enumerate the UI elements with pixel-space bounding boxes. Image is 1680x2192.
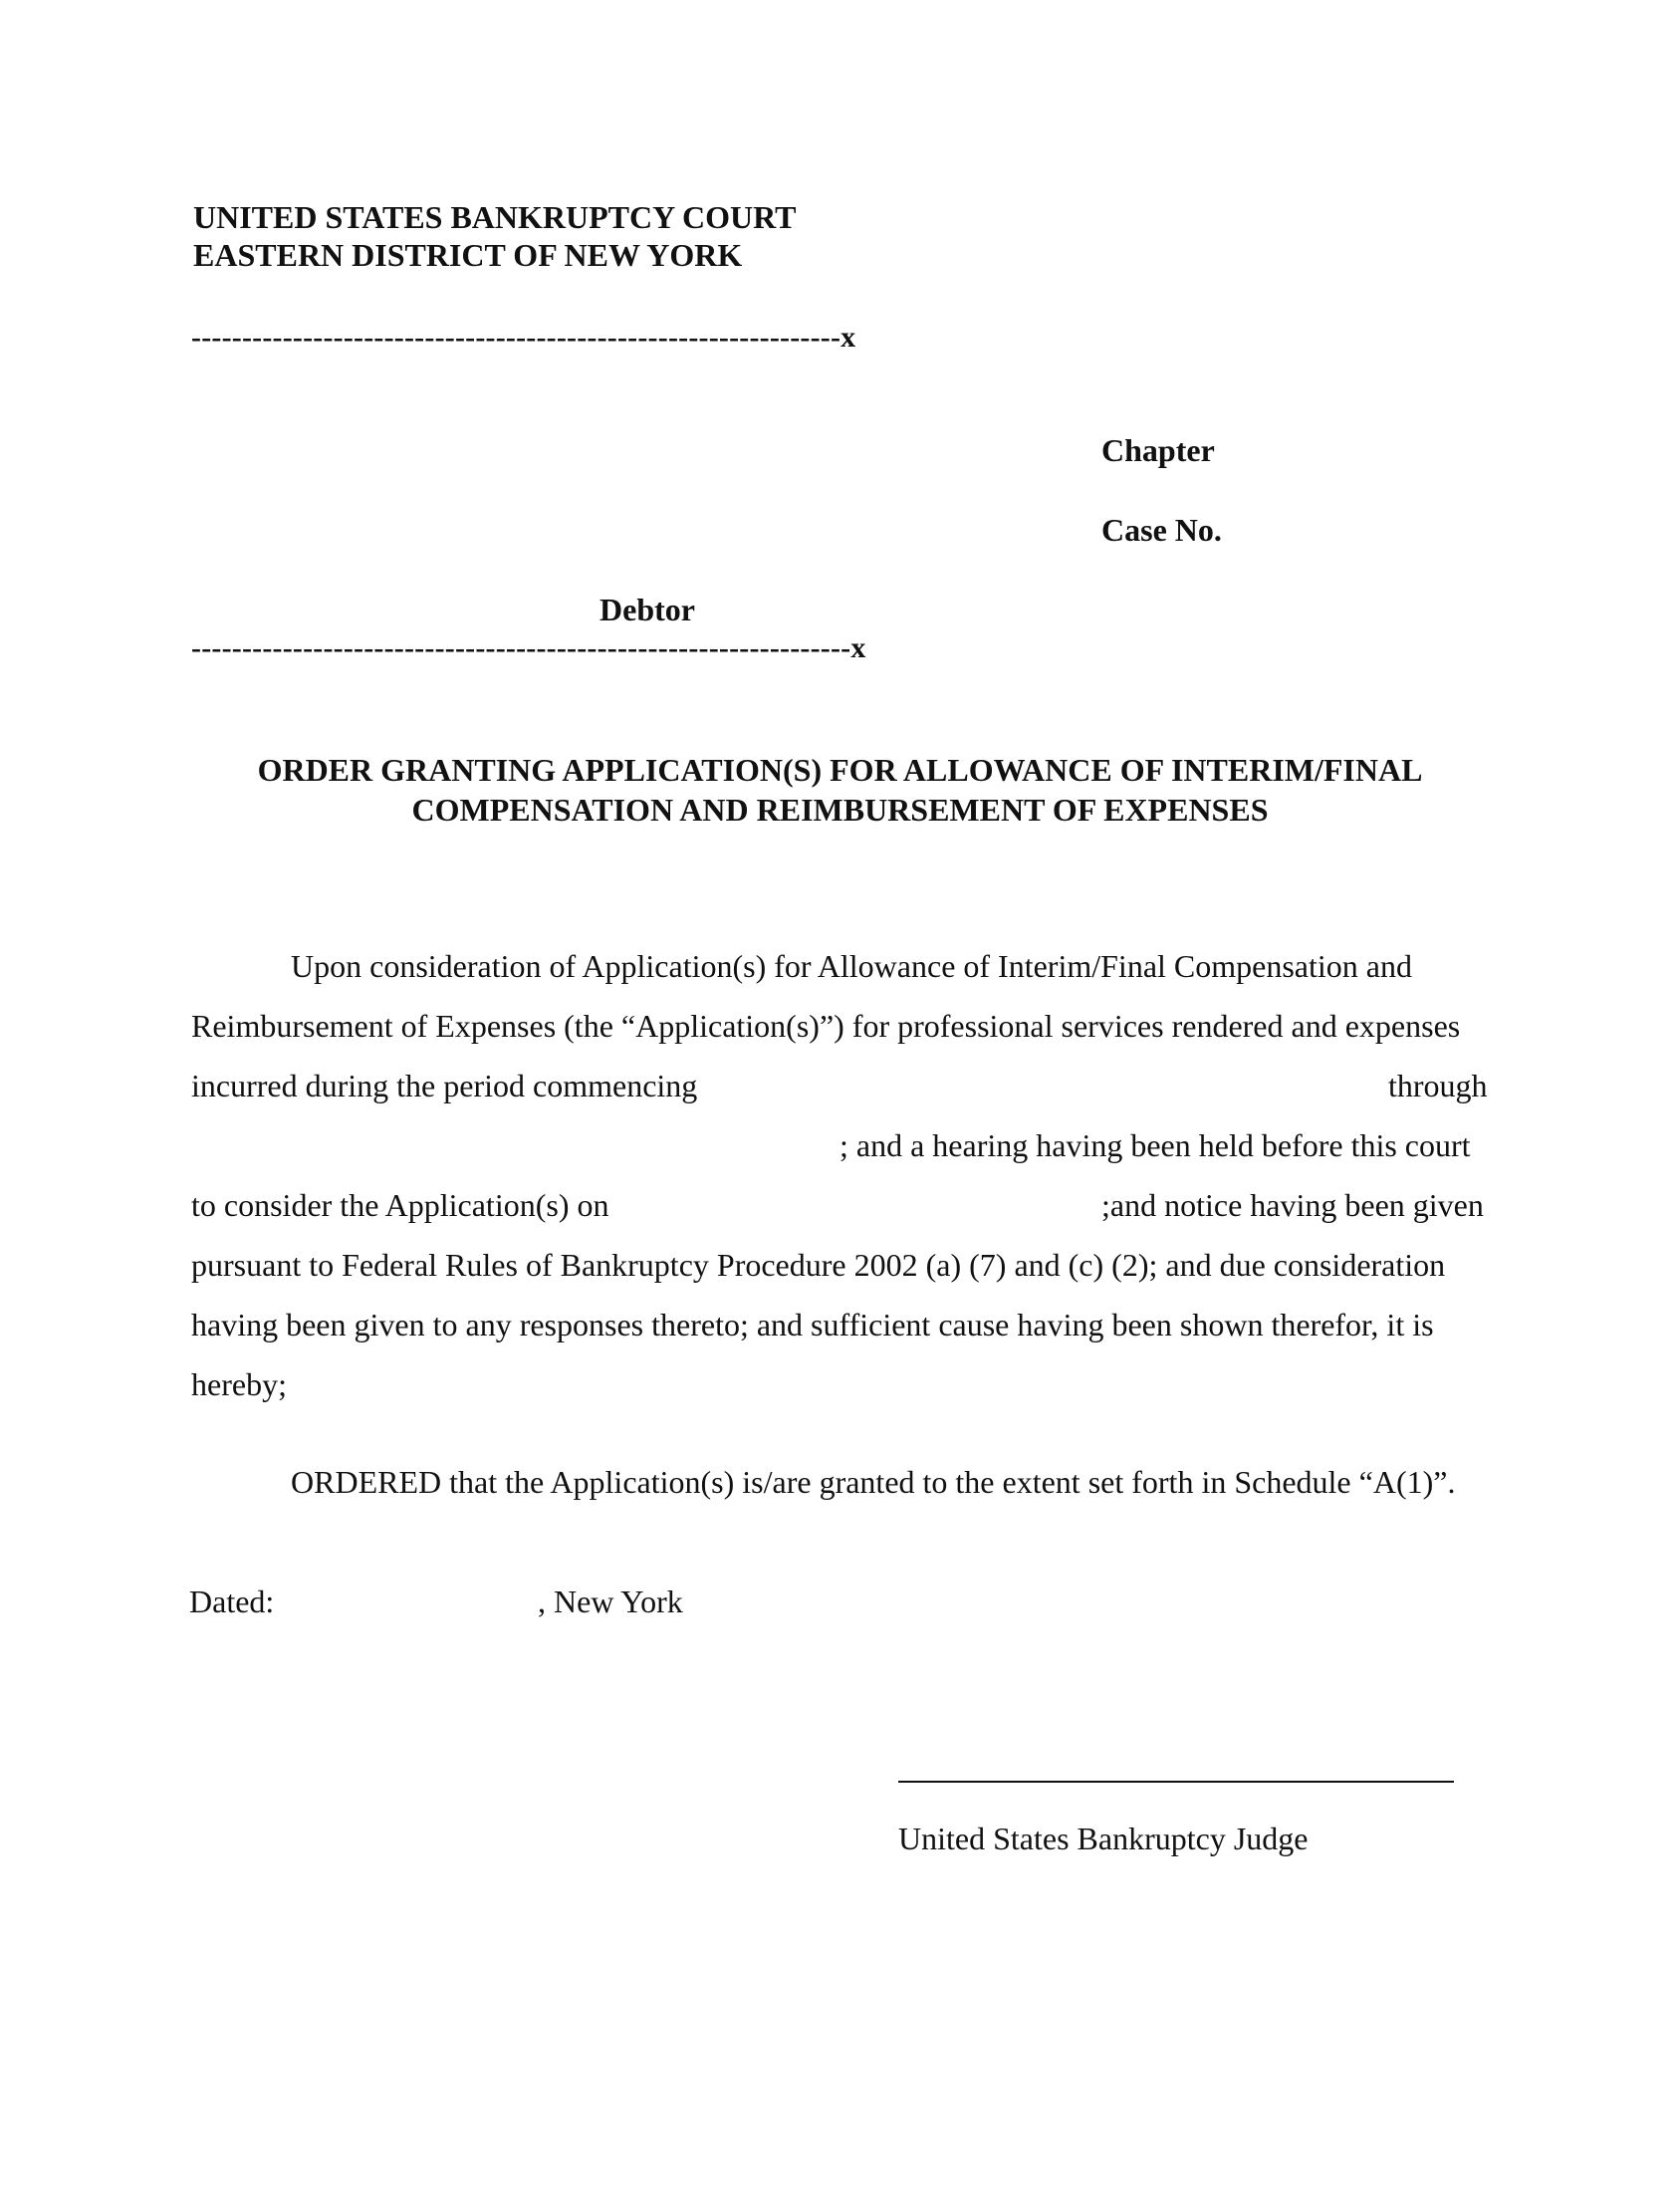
chapter-label: Chapter bbox=[1101, 432, 1215, 468]
court-name: UNITED STATES BANKRUPTCY COURT bbox=[193, 199, 797, 235]
judge-title: United States Bankruptcy Judge bbox=[898, 1821, 1309, 1856]
body-line-1: Upon consideration of Application(s) for Allowance of Interim/Final Compensation and bbox=[291, 948, 1412, 984]
dated-location: , New York bbox=[538, 1583, 683, 1619]
dated-label: Dated: bbox=[189, 1583, 275, 1619]
court-district: EASTERN DISTRICT OF NEW YORK bbox=[193, 237, 743, 273]
order-title-line2: COMPENSATION AND REIMBURSEMENT OF EXPENSES bbox=[411, 792, 1269, 828]
case-number-label: Case No. bbox=[1101, 512, 1222, 548]
body-line-3-end: through bbox=[1388, 1068, 1488, 1103]
debtor-label: Debtor bbox=[600, 592, 695, 627]
order-title-line1: ORDER GRANTING APPLICATION(S) FOR ALLOWANCE OF INTERIM/FINAL bbox=[257, 752, 1423, 788]
ordered-paragraph: ORDERED that the Application(s) is/are granted to the extent set forth in Schedule “A(1)”. bbox=[291, 1464, 1456, 1500]
body-line-3-start: incurred during the period commencing bbox=[191, 1068, 698, 1103]
body-line-6: pursuant to Federal Rules of Bankruptcy Procedure 2002 (a) (7) and (c) (2); and due consideration bbox=[191, 1247, 1446, 1283]
body-line-5-end: ;and notice having been given bbox=[1101, 1187, 1484, 1223]
body-line-8: hereby; bbox=[191, 1366, 287, 1402]
body-line-5-start: to consider the Application(s) on bbox=[191, 1187, 609, 1223]
body-line-7: having been given to any responses thereto; and sufficient cause having been shown therefor, it is bbox=[191, 1307, 1434, 1342]
body-line-2: Reimbursement of Expenses (the “Application(s)”) for professional services rendered and expenses bbox=[191, 1008, 1461, 1044]
signature-line bbox=[898, 1781, 1454, 1783]
caption-separator-top: ----------------------------------------------------------------x bbox=[191, 321, 856, 354]
caption-separator-bottom: -----------------------------------------------------------------x bbox=[191, 631, 866, 664]
body-line-4: ; and a hearing having been held before this court bbox=[840, 1127, 1471, 1163]
